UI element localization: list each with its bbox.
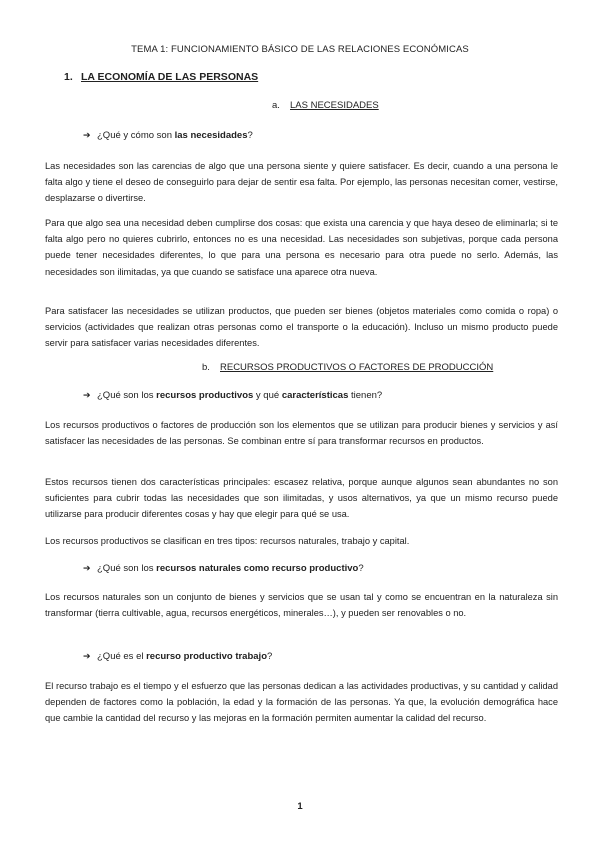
paragraph: Para que algo sea una necesidad deben cumplirse dos cosas: que exista una carencia y que haya deseo de eliminarla; si te falta algo pero no quieres cubrirlo, entonces no es una necesidad. Las necesidades son subjetivas, porque cada persona puede tener necesidades diferentes, lo que para una persona es necesario para otra puede no serlo. Además, las necesidades son ilimitadas, ya que cuando se satisface una aparece otra nueva. [45, 218, 558, 277]
question-recursos-productivos: ➔ ¿Qué son los recursos productivos y qué características tienen? [83, 390, 383, 401]
question-recursos-naturales: ➔ ¿Qué son los recursos naturales como recurso productivo? [83, 563, 364, 574]
section-heading [64, 71, 258, 83]
subsection-letter: a. [272, 100, 280, 111]
question-recurso-trabajo: ➔ ¿Qué es el recurso productivo trabajo? [83, 651, 273, 662]
paragraph: Estos recursos tienen dos características principales: escasez relativa, porque aunque algunos sean abundantes no son suficientes para cubrir todas las necesidades que son ilimitadas, y usos alternativos, ya que un mismo recurso puede utilizarse para producir diferentes cosas y hay que elegir para qué se usa. [45, 477, 558, 520]
document-title: TEMA 1: FUNCIONAMIENTO BÁSICO DE LAS RELACIONES ECONÓMICAS [131, 44, 469, 55]
paragraph: Los recursos naturales son un conjunto de bienes y servicios que se usan tal y como se encuentran en la naturaleza sin transformar (tierra cultivable, agua, recursos energéticos, minerales…), y pueden ser renovables o no. [45, 592, 558, 619]
subsection-letter: b. [202, 362, 210, 373]
paragraph: Para satisfacer las necesidades se utilizan productos, que pueden ser bienes (objetos materiales como comida o ropa) o servicios (actividades que realizan otras personas como el transporte o la educación). Incluso un mismo producto puede servir para satisfacer varias necesidades diferentes. [45, 306, 558, 349]
section-number: 1. [64, 71, 73, 83]
subsection-heading-b [202, 362, 493, 373]
question-necesidades: ➔ ¿Qué y cómo son las necesidades? [83, 130, 253, 141]
paragraph: Los recursos productivos o factores de producción son los elementos que se utilizan para producir bienes y servicios y así satisfacer las necesidades de las personas. Se combinan entre sí para transformar recursos en productos. [45, 420, 558, 447]
subsection-title: RECURSOS PRODUCTIVOS O FACTORES DE PRODUCCIÓN [220, 362, 494, 373]
subsection-title: LAS NECESIDADES [290, 100, 379, 111]
arrow-right-icon: ➔ [83, 563, 91, 573]
arrow-right-icon: ➔ [83, 130, 91, 140]
subsection-heading-a [272, 100, 379, 111]
arrow-right-icon: ➔ [83, 390, 91, 400]
paragraph: Los recursos productivos se clasifican en tres tipos: recursos naturales, trabajo y capital. [45, 536, 410, 546]
paragraph: Las necesidades son las carencias de algo que una persona siente y quiere satisfacer. Es decir, cuando a una persona le falta algo y tiene el deseo de conseguirlo para dejar de sentir esa falta. Por ejemplo, las personas necesitan comer, vestirse, desplazarse o divertirse. [45, 161, 558, 204]
page-number: 1 [297, 801, 303, 812]
paragraph: El recurso trabajo es el tiempo y el esfuerzo que las personas dedican a las actividades productivas, y su cantidad y calidad dependen de factores como la población, la edad y la formación de las personas. Ya que, la evolución demográfica hace que cambie la cantidad del recurso y las mejoras en la formación permiten aumentar la calidad del recurso. [45, 681, 558, 724]
section-title: LA ECONOMÍA DE LAS PERSONAS [81, 71, 259, 83]
arrow-right-icon: ➔ [83, 651, 91, 661]
